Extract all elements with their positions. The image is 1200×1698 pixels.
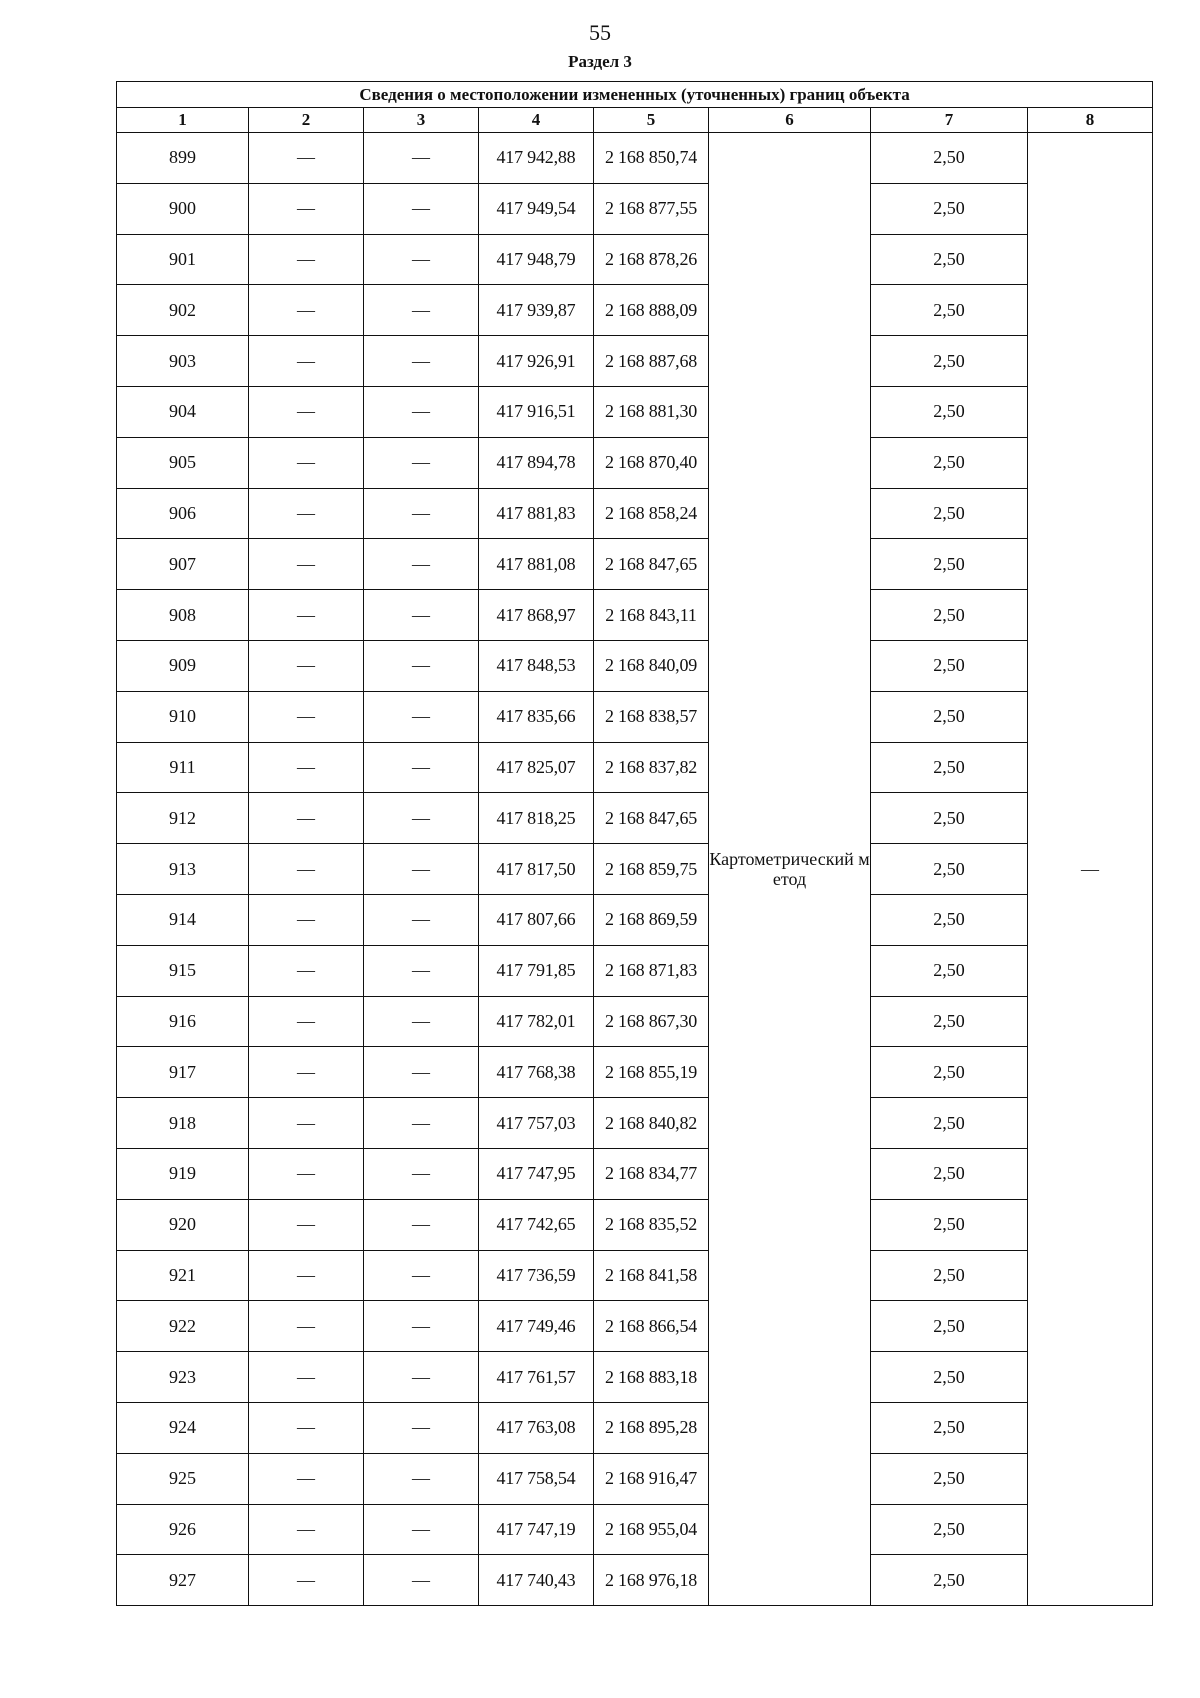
column-2-cell: — — [249, 945, 364, 996]
table-row — [117, 1555, 1153, 1606]
y-coordinate-cell: 2 168 866,54 — [594, 1301, 709, 1352]
y-coordinate-cell: 2 168 955,04 — [594, 1504, 709, 1555]
page-number: 55 — [589, 20, 611, 45]
column-3-cell: — — [364, 488, 479, 539]
accuracy-cell: 2,50 — [871, 640, 1028, 691]
x-coordinate-cell: 417 818,25 — [479, 793, 594, 844]
accuracy-cell: 2,50 — [871, 1199, 1028, 1250]
point-number-cell: 919 — [117, 1148, 249, 1199]
y-coordinate-cell: 2 168 916,47 — [594, 1453, 709, 1504]
point-number-cell: 901 — [117, 234, 249, 285]
column-2-cell: — — [249, 285, 364, 336]
column-3-cell: — — [364, 742, 479, 793]
x-coordinate-cell: 417 736,59 — [479, 1250, 594, 1301]
y-coordinate-cell: 2 168 834,77 — [594, 1148, 709, 1199]
point-number-cell: 923 — [117, 1352, 249, 1403]
y-coordinate-cell: 2 168 895,28 — [594, 1402, 709, 1453]
column-3-cell: — — [364, 844, 479, 895]
x-coordinate-cell: 417 825,07 — [479, 742, 594, 793]
column-3-cell: — — [364, 1199, 479, 1250]
x-coordinate-cell: 417 763,08 — [479, 1402, 594, 1453]
table-row — [117, 386, 1153, 437]
accuracy-cell: 2,50 — [871, 336, 1028, 387]
table-row — [117, 1402, 1153, 1453]
column-2-cell: — — [249, 894, 364, 945]
accuracy-cell: 2,50 — [871, 742, 1028, 793]
accuracy-cell: 2,50 — [871, 1555, 1028, 1606]
table-row — [117, 894, 1153, 945]
point-number-cell: 908 — [117, 590, 249, 641]
accuracy-cell: 2,50 — [871, 996, 1028, 1047]
x-coordinate-cell: 417 835,66 — [479, 691, 594, 742]
accuracy-cell: 2,50 — [871, 894, 1028, 945]
column-2-cell: — — [249, 1047, 364, 1098]
y-coordinate-cell: 2 168 883,18 — [594, 1352, 709, 1403]
column-3-cell: — — [364, 1148, 479, 1199]
x-coordinate-cell: 417 868,97 — [479, 590, 594, 641]
accuracy-cell: 2,50 — [871, 1148, 1028, 1199]
table-row — [117, 1504, 1153, 1555]
accuracy-cell: 2,50 — [871, 590, 1028, 641]
table-row — [117, 1098, 1153, 1149]
column-2-cell: — — [249, 996, 364, 1047]
x-coordinate-cell: 417 939,87 — [479, 285, 594, 336]
table-caption: Сведения о местоположении измененных (уточненных) границ объекта — [117, 82, 1153, 108]
column-2-cell: — — [249, 488, 364, 539]
accuracy-cell: 2,50 — [871, 234, 1028, 285]
point-number-cell: 899 — [117, 133, 249, 184]
table-row — [117, 539, 1153, 590]
column-3-cell: — — [364, 539, 479, 590]
method-cell: Картометрический метод — [709, 133, 871, 1606]
accuracy-cell: 2,50 — [871, 793, 1028, 844]
x-coordinate-cell: 417 942,88 — [479, 133, 594, 184]
accuracy-cell: 2,50 — [871, 1047, 1028, 1098]
y-coordinate-cell: 2 168 888,09 — [594, 285, 709, 336]
point-number-cell: 920 — [117, 1199, 249, 1250]
column-2-cell: — — [249, 1250, 364, 1301]
column-2-cell: — — [249, 386, 364, 437]
table-row — [117, 844, 1153, 895]
y-coordinate-cell: 2 168 840,82 — [594, 1098, 709, 1149]
y-coordinate-cell: 2 168 847,65 — [594, 793, 709, 844]
column-3-cell: — — [364, 1301, 479, 1352]
x-coordinate-cell: 417 761,57 — [479, 1352, 594, 1403]
column-2-cell: — — [249, 691, 364, 742]
point-number-cell: 903 — [117, 336, 249, 387]
y-coordinate-cell: 2 168 869,59 — [594, 894, 709, 945]
y-coordinate-cell: 2 168 840,09 — [594, 640, 709, 691]
column-header: 7 — [871, 108, 1028, 133]
accuracy-cell: 2,50 — [871, 1250, 1028, 1301]
table-row — [117, 183, 1153, 234]
y-coordinate-cell: 2 168 841,58 — [594, 1250, 709, 1301]
point-number-cell: 917 — [117, 1047, 249, 1098]
table-row — [117, 590, 1153, 641]
x-coordinate-cell: 417 757,03 — [479, 1098, 594, 1149]
x-coordinate-cell: 417 782,01 — [479, 996, 594, 1047]
column-2-cell: — — [249, 1555, 364, 1606]
point-number-cell: 914 — [117, 894, 249, 945]
x-coordinate-cell: 417 881,83 — [479, 488, 594, 539]
x-coordinate-cell: 417 949,54 — [479, 183, 594, 234]
y-coordinate-cell: 2 168 858,24 — [594, 488, 709, 539]
point-number-cell: 911 — [117, 742, 249, 793]
point-number-cell: 926 — [117, 1504, 249, 1555]
x-coordinate-cell: 417 749,46 — [479, 1301, 594, 1352]
column-3-cell: — — [364, 1352, 479, 1403]
y-coordinate-cell: 2 168 870,40 — [594, 437, 709, 488]
column-header: 5 — [594, 108, 709, 133]
x-coordinate-cell: 417 740,43 — [479, 1555, 594, 1606]
table-row — [117, 691, 1153, 742]
y-coordinate-cell: 2 168 843,11 — [594, 590, 709, 641]
accuracy-cell: 2,50 — [871, 1301, 1028, 1352]
column-8-cell: — — [1028, 133, 1153, 1606]
table-row — [117, 1199, 1153, 1250]
x-coordinate-cell: 417 926,91 — [479, 336, 594, 387]
table-row — [117, 1301, 1153, 1352]
accuracy-cell: 2,50 — [871, 945, 1028, 996]
column-3-cell: — — [364, 894, 479, 945]
coordinates-table — [116, 81, 1153, 1606]
column-3-cell: — — [364, 996, 479, 1047]
column-2-cell: — — [249, 1352, 364, 1403]
accuracy-cell: 2,50 — [871, 844, 1028, 895]
point-number-cell: 906 — [117, 488, 249, 539]
x-coordinate-cell: 417 948,79 — [479, 234, 594, 285]
column-2-cell: — — [249, 640, 364, 691]
table-row — [117, 133, 1153, 184]
x-coordinate-cell: 417 747,95 — [479, 1148, 594, 1199]
x-coordinate-cell: 417 742,65 — [479, 1199, 594, 1250]
accuracy-cell: 2,50 — [871, 183, 1028, 234]
column-header: 3 — [364, 108, 479, 133]
point-number-cell: 905 — [117, 437, 249, 488]
point-number-cell: 921 — [117, 1250, 249, 1301]
column-3-cell: — — [364, 336, 479, 387]
column-3-cell: — — [364, 183, 479, 234]
column-3-cell: — — [364, 386, 479, 437]
point-number-cell: 913 — [117, 844, 249, 895]
table-row — [117, 1250, 1153, 1301]
accuracy-cell: 2,50 — [871, 691, 1028, 742]
point-number-cell: 916 — [117, 996, 249, 1047]
accuracy-cell: 2,50 — [871, 1453, 1028, 1504]
column-3-cell: — — [364, 1402, 479, 1453]
point-number-cell: 907 — [117, 539, 249, 590]
section-title: Раздел 3 — [568, 52, 632, 71]
table-row — [117, 1453, 1153, 1504]
column-3-cell: — — [364, 1047, 479, 1098]
x-coordinate-cell: 417 758,54 — [479, 1453, 594, 1504]
column-3-cell: — — [364, 691, 479, 742]
point-number-cell: 900 — [117, 183, 249, 234]
column-header: 8 — [1028, 108, 1153, 133]
column-3-cell: — — [364, 793, 479, 844]
table-row — [117, 1352, 1153, 1403]
column-header: 6 — [709, 108, 871, 133]
x-coordinate-cell: 417 894,78 — [479, 437, 594, 488]
y-coordinate-cell: 2 168 878,26 — [594, 234, 709, 285]
table-row — [117, 1047, 1153, 1098]
accuracy-cell: 2,50 — [871, 285, 1028, 336]
column-3-cell: — — [364, 285, 479, 336]
column-2-cell: — — [249, 742, 364, 793]
y-coordinate-cell: 2 168 877,55 — [594, 183, 709, 234]
y-coordinate-cell: 2 168 867,30 — [594, 996, 709, 1047]
column-2-cell: — — [249, 1301, 364, 1352]
column-3-cell: — — [364, 945, 479, 996]
column-2-cell: — — [249, 1504, 364, 1555]
column-2-cell: — — [249, 133, 364, 184]
x-coordinate-cell: 417 817,50 — [479, 844, 594, 895]
column-header: 2 — [249, 108, 364, 133]
column-2-cell: — — [249, 793, 364, 844]
point-number-cell: 925 — [117, 1453, 249, 1504]
point-number-cell: 918 — [117, 1098, 249, 1149]
x-coordinate-cell: 417 881,08 — [479, 539, 594, 590]
column-2-cell: — — [249, 336, 364, 387]
column-2-cell: — — [249, 234, 364, 285]
y-coordinate-cell: 2 168 855,19 — [594, 1047, 709, 1098]
column-2-cell: — — [249, 437, 364, 488]
column-3-cell: — — [364, 640, 479, 691]
table-row — [117, 285, 1153, 336]
column-3-cell: — — [364, 1098, 479, 1149]
x-coordinate-cell: 417 848,53 — [479, 640, 594, 691]
column-2-cell: — — [249, 1402, 364, 1453]
table-row — [117, 1148, 1153, 1199]
column-3-cell: — — [364, 1504, 479, 1555]
table-row — [117, 234, 1153, 285]
y-coordinate-cell: 2 168 871,83 — [594, 945, 709, 996]
y-coordinate-cell: 2 168 837,82 — [594, 742, 709, 793]
point-number-cell: 924 — [117, 1402, 249, 1453]
point-number-cell: 909 — [117, 640, 249, 691]
table-row — [117, 336, 1153, 387]
accuracy-cell: 2,50 — [871, 488, 1028, 539]
column-header: 4 — [479, 108, 594, 133]
x-coordinate-cell: 417 768,38 — [479, 1047, 594, 1098]
x-coordinate-cell: 417 807,66 — [479, 894, 594, 945]
y-coordinate-cell: 2 168 976,18 — [594, 1555, 709, 1606]
point-number-cell: 915 — [117, 945, 249, 996]
column-header: 1 — [117, 108, 249, 133]
column-3-cell: — — [364, 133, 479, 184]
point-number-cell: 912 — [117, 793, 249, 844]
column-3-cell: — — [364, 1250, 479, 1301]
accuracy-cell: 2,50 — [871, 1352, 1028, 1403]
y-coordinate-cell: 2 168 835,52 — [594, 1199, 709, 1250]
accuracy-cell: 2,50 — [871, 437, 1028, 488]
y-coordinate-cell: 2 168 838,57 — [594, 691, 709, 742]
x-coordinate-cell: 417 916,51 — [479, 386, 594, 437]
accuracy-cell: 2,50 — [871, 133, 1028, 184]
y-coordinate-cell: 2 168 887,68 — [594, 336, 709, 387]
table-row — [117, 437, 1153, 488]
column-header-row — [117, 108, 1153, 133]
x-coordinate-cell: 417 747,19 — [479, 1504, 594, 1555]
table-row — [117, 742, 1153, 793]
y-coordinate-cell: 2 168 847,65 — [594, 539, 709, 590]
column-2-cell: — — [249, 1148, 364, 1199]
column-2-cell: — — [249, 539, 364, 590]
accuracy-cell: 2,50 — [871, 1098, 1028, 1149]
point-number-cell: 922 — [117, 1301, 249, 1352]
point-number-cell: 902 — [117, 285, 249, 336]
point-number-cell: 927 — [117, 1555, 249, 1606]
table-row — [117, 488, 1153, 539]
x-coordinate-cell: 417 791,85 — [479, 945, 594, 996]
column-2-cell: — — [249, 1453, 364, 1504]
column-2-cell: — — [249, 844, 364, 895]
accuracy-cell: 2,50 — [871, 1402, 1028, 1453]
column-2-cell: — — [249, 183, 364, 234]
table-row — [117, 640, 1153, 691]
accuracy-cell: 2,50 — [871, 386, 1028, 437]
y-coordinate-cell: 2 168 859,75 — [594, 844, 709, 895]
column-3-cell: — — [364, 234, 479, 285]
column-3-cell: — — [364, 437, 479, 488]
column-3-cell: — — [364, 590, 479, 641]
y-coordinate-cell: 2 168 881,30 — [594, 386, 709, 437]
table-body — [117, 133, 1153, 1606]
column-2-cell: — — [249, 590, 364, 641]
column-2-cell: — — [249, 1199, 364, 1250]
point-number-cell: 910 — [117, 691, 249, 742]
y-coordinate-cell: 2 168 850,74 — [594, 133, 709, 184]
column-3-cell: — — [364, 1453, 479, 1504]
accuracy-cell: 2,50 — [871, 1504, 1028, 1555]
accuracy-cell: 2,50 — [871, 539, 1028, 590]
column-3-cell: — — [364, 1555, 479, 1606]
point-number-cell: 904 — [117, 386, 249, 437]
column-2-cell: — — [249, 1098, 364, 1149]
table-row — [117, 793, 1153, 844]
table-row — [117, 996, 1153, 1047]
table-row — [117, 945, 1153, 996]
